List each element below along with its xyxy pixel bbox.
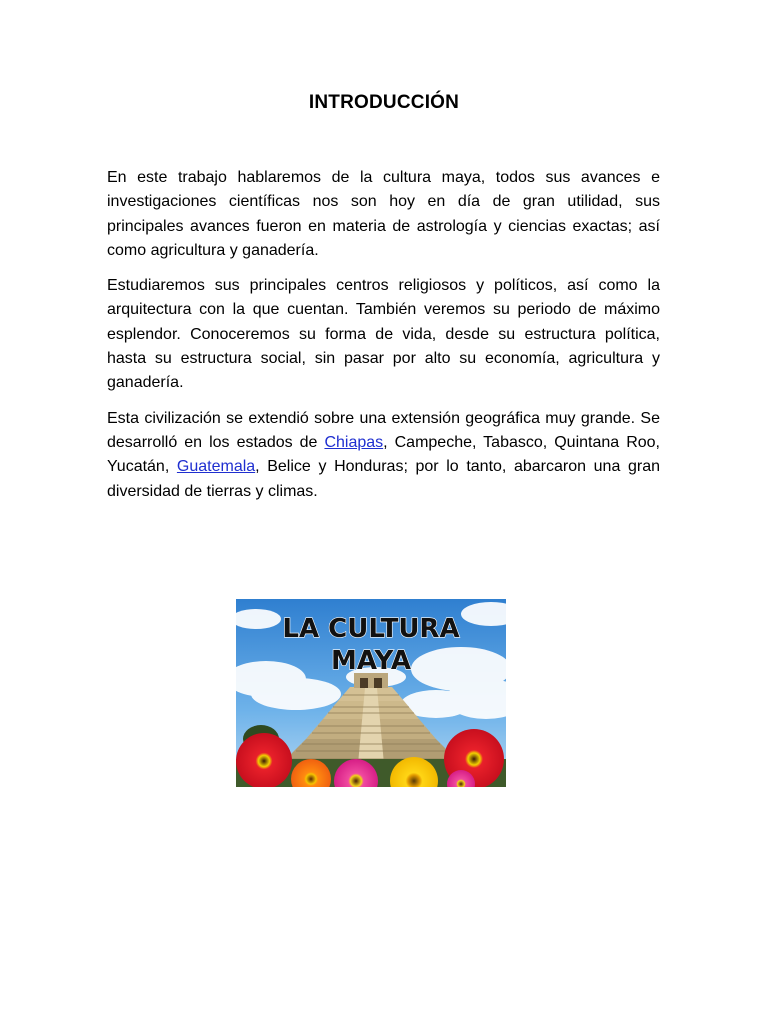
link-chiapas[interactable]: Chiapas	[324, 433, 384, 451]
paragraph-geography-text-3: , Belice y Honduras; por lo tanto, abarcaron una gran diversidad de tierras y climas.	[107, 458, 661, 500]
document-body	[107, 166, 660, 515]
paragraph-geography-text-1: Esta civilización se extendió sobre una extensión geográfica muy grande. Se desarrolló en los estados de	[107, 409, 660, 451]
paragraph-geography	[107, 407, 660, 504]
page-title: INTRODUCCIÓN	[308, 92, 460, 113]
paragraph-study: Estudiaremos sus principales centros religiosos y políticos, así como la arquitectura con la que cuentan. También veremos su periodo de máximo esplendor. Conoceremos su forma de vida, desde su estructura política, hasta su estructura social, sin pasar por alto su economía, agricultura y ganadería.	[107, 277, 660, 392]
paragraph-intro: En este trabajo hablaremos de la cultura maya, todos sus avances e investigaciones científicas nos son hoy en día de gran utilidad, sus principales avances fueron en materia de astrología y ciencias exactas; así como agricultura y ganadería.	[107, 169, 660, 259]
image-title-line2: MAYA	[331, 646, 411, 676]
paragraph-geography-text-2: , Campeche, Tabasco, Quintana Roo, Yucatán,	[107, 433, 660, 476]
link-guatemala[interactable]: Guatemala	[176, 458, 256, 476]
image-title-line1: LA CULTURA	[282, 614, 460, 644]
maya-culture-image	[236, 599, 506, 787]
